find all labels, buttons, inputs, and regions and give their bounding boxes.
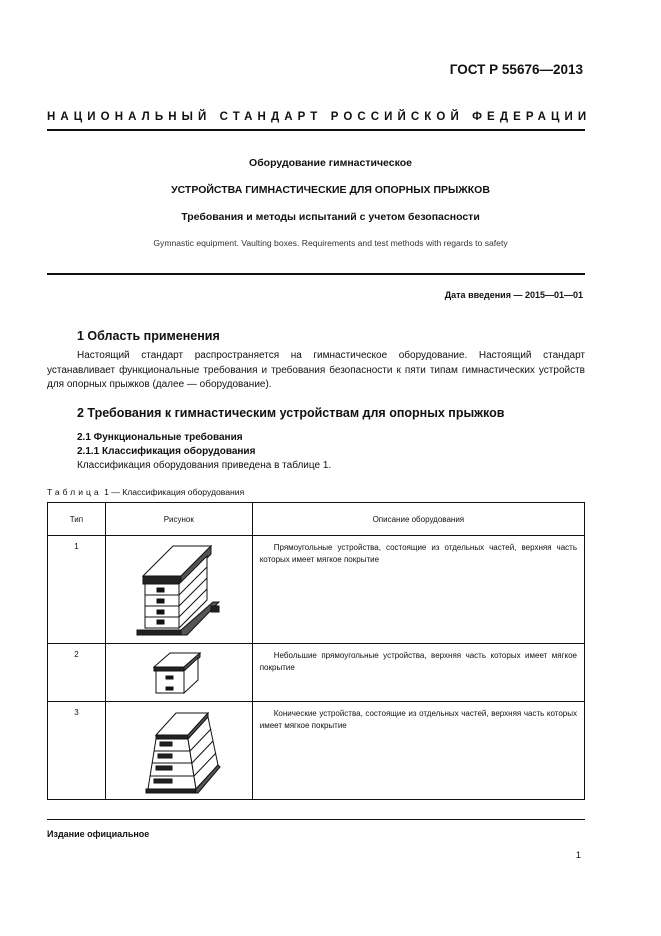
official-edition: Издание официальное xyxy=(47,829,150,839)
row-type: 1 xyxy=(48,536,106,644)
table-row xyxy=(48,702,585,800)
main-title: УСТРОЙСТВА ГИМНАСТИЧЕСКИЕ ДЛЯ ОПОРНЫХ ПРЫЖКОВ xyxy=(171,184,490,196)
row-description: Конические устройства, состоящие из отдельных частей, верхняя часть которых имеет мягкое покрытие xyxy=(259,709,577,730)
header-description: Описание оборудования xyxy=(252,503,584,536)
small-box-drawing xyxy=(144,647,214,699)
effective-date: Дата введения — 2015—01—01 xyxy=(444,290,583,300)
row-picture xyxy=(105,702,252,800)
top-rule xyxy=(47,129,585,131)
row-description: Прямоугольные устройства, состоящие из отдельных частей, верхняя часть которых имеет мягкое покрытие xyxy=(259,543,577,564)
section-1-heading: 1 Область применения xyxy=(77,329,220,343)
row-type: 3 xyxy=(48,702,106,800)
table-caption-word: Таблица xyxy=(47,487,102,497)
header-type: Тип xyxy=(48,503,106,536)
subsection-2-1-1: 2.1.1 Классификация оборудования xyxy=(77,446,256,457)
table-row xyxy=(48,536,585,644)
national-standard-heading: НАЦИОНАЛЬНЫЙ СТАНДАРТ РОССИЙСКОЙ ФЕДЕРАЦИИ xyxy=(47,111,592,123)
section-2-heading: 2 Требования к гимнастическим устройствам для опорных прыжков xyxy=(77,406,505,420)
conical-box-drawing xyxy=(134,705,224,797)
table-row xyxy=(48,644,585,702)
equipment-title: Оборудование гимнастическое xyxy=(249,157,412,169)
subsection-2-1: 2.1 Функциональные требования xyxy=(77,432,243,443)
row-picture xyxy=(105,536,252,644)
section-1-text xyxy=(47,349,585,393)
tall-vaulting-box-drawing xyxy=(129,540,229,640)
document-number: ГОСТ Р 55676—2013 xyxy=(449,62,583,77)
row-picture xyxy=(105,644,252,702)
row-type: 2 xyxy=(48,644,106,702)
row-description: Небольшие прямоугольные устройства, верхняя часть которых имеет мягкое покрытие xyxy=(259,651,577,672)
classification-table xyxy=(47,502,585,800)
row-description-cell xyxy=(252,702,584,800)
row-description-cell xyxy=(252,644,584,702)
section-1-body: Настоящий стандарт распространяется на гимнастическое оборудование. Настоящий стандарт устанавливает функциональные требования и требования безопасности к пяти типам гимнастических устройств для опорных прыжков (далее — оборудование). xyxy=(47,350,585,390)
english-title: Gymnastic equipment. Vaulting boxes. Requirements and test methods with regards to safety xyxy=(153,238,508,248)
footer-rule xyxy=(47,819,585,820)
row-description-cell xyxy=(252,536,584,644)
table-header-row xyxy=(48,503,585,536)
header-picture: Рисунок xyxy=(105,503,252,536)
table-caption-title: 1 — Классификация оборудования xyxy=(104,487,245,497)
table-caption xyxy=(47,487,244,497)
subtitle: Требования и методы испытаний с учетом безопасности xyxy=(181,211,480,223)
page-number: 1 xyxy=(575,850,581,861)
title-rule xyxy=(47,273,585,275)
classification-text: Классификация оборудования приведена в таблице 1. xyxy=(77,460,332,471)
